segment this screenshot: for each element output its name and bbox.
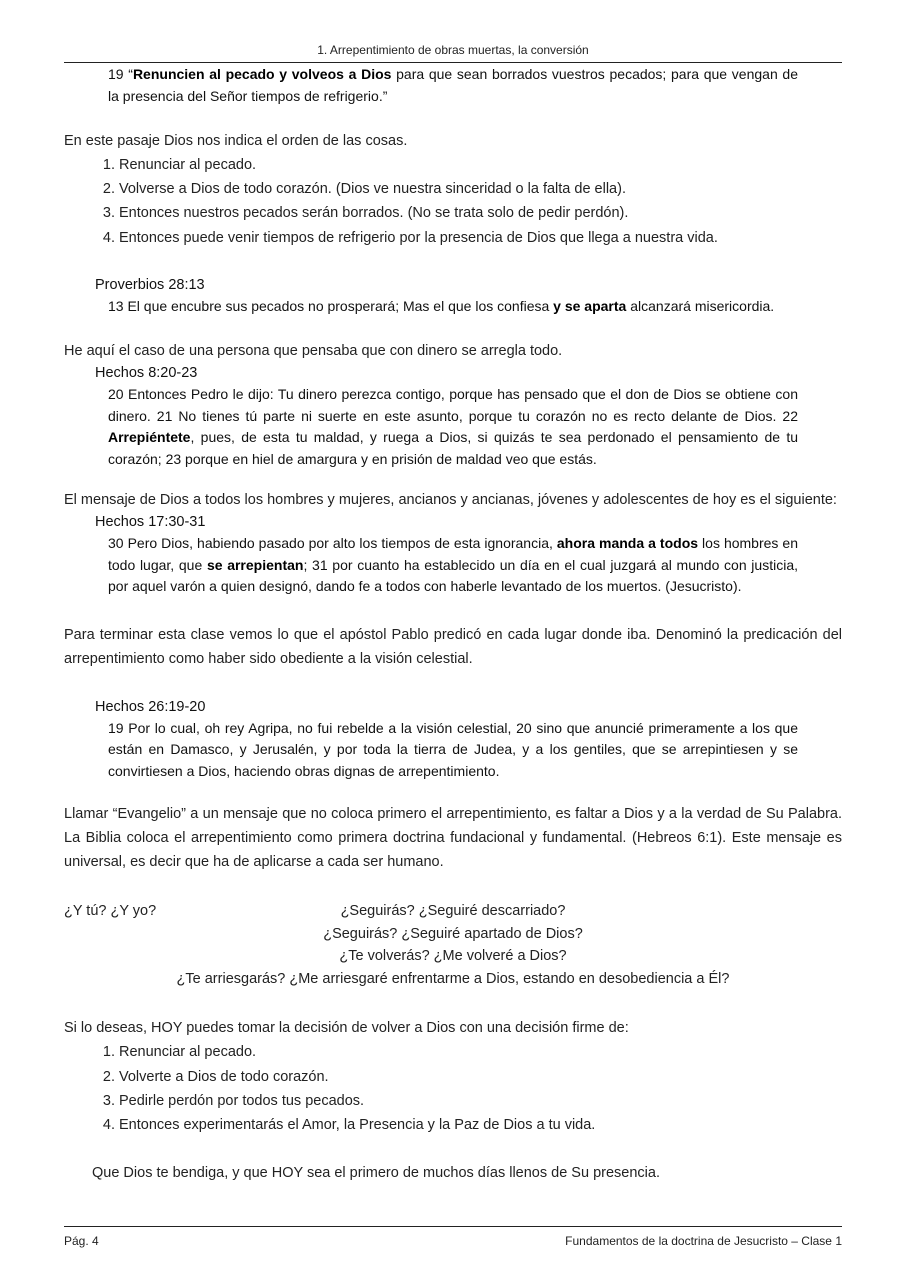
- evangelio-paragraph: Llamar “Evangelio” a un mensaje que no coloca primero el arrepentimiento, es faltar a Dios y a la verdad de Su Palabra. La Biblia coloca el arrepentimiento como primera doctrina fundacional y fundamental. (Hebreos 6:1). Este mensaje es universal, es decir que ha de aplicarse a cada ser humano.: [64, 806, 842, 871]
- verse-bold: Arrepiéntete: [108, 429, 191, 446]
- verse-text: 13 El que encubre sus pecados no prosperará; Mas el que los confiesa: [108, 297, 554, 314]
- list-item: 4. Entonces puede venir tiempos de refrigerio por la presencia de Dios que llega a nuestra vida.: [119, 226, 842, 250]
- verse-text: , pues, de esta tu maldad, y ruega a Dios, si quizás te sea perdonado el pensamiento de tu corazón; 23 porque en hiel de amargura y en prisión de maldad veo que estás.: [108, 429, 798, 467]
- question-line: ¿Te volverás? ¿Me volveré a Dios?: [339, 948, 567, 965]
- pablo-paragraph: Para terminar esta clase vemos lo que el apóstol Pablo predicó en cada lugar donde iba. Denominó la predicación del arrepentimiento como haber sido obediente a la visión celestial.: [64, 626, 842, 667]
- header-title: 1. Arrepentimiento de obras muertas, la conversión: [317, 43, 589, 57]
- question-line: ¿Seguirás? ¿Seguiré descarriado?: [340, 903, 566, 920]
- verse-text: los hombres en todo lugar, que: [108, 535, 798, 573]
- decision-paragraph: Si lo deseas, HOY puedes tomar la decisión de volver a Dios con una decisión firme de:: [64, 1020, 629, 1037]
- verse-note: (Jesucristo).: [661, 578, 742, 595]
- message-paragraph: El mensaje de Dios a todos los hombres y mujeres, ancianos y ancianas, jóvenes y adolescentes de hoy es el siguiente:: [64, 492, 837, 509]
- question-line: ¿Seguirás? ¿Seguiré apartado de Dios?: [323, 925, 583, 942]
- verse-number: 19 “: [108, 66, 133, 82]
- verse-hechos-26: 19 Por lo cual, oh rey Agripa, no fui rebelde a la visión celestial, 20 sino que anuncié primeramente a los que están en Damasco, y Jerusalén, y por toda la tierra de Judea, y a los gentiles, que se arrepintiesen y se convirtiesen a Dios, haciendo obras dignas de arrepentimiento.: [108, 719, 798, 779]
- list-item: 1. Renunciar al pecado.: [119, 1040, 842, 1064]
- list-item: 3. Entonces nuestros pecados serán borrados. (No se trata solo de pedir perdón).: [119, 201, 842, 225]
- page-footer: [64, 1226, 842, 1248]
- verse-bold: y se aparta: [553, 297, 627, 314]
- reference-hechos-8: Hechos 8:20-23: [95, 365, 198, 382]
- question-line: ¿Te arriesgarás? ¿Me arriesgaré enfrentarme a Dios, estando en desobediencia a Él?: [176, 970, 730, 987]
- list-item: 3. Pedirle perdón por todos tus pecados.: [119, 1089, 842, 1113]
- list-item: 2. Volverte a Dios de todo corazón.: [119, 1065, 842, 1089]
- intro-paragraph: En este pasaje Dios nos indica el orden de las cosas.: [64, 133, 408, 149]
- page-header: [64, 42, 842, 63]
- decision-list: [64, 1040, 842, 1137]
- closing-line: Que Dios te bendiga, y que HOY sea el primero de muchos días llenos de Su presencia.: [92, 1165, 660, 1182]
- verse-hechos-3-19: [108, 64, 798, 107]
- page-number: Pág. 4: [64, 1234, 99, 1248]
- verse-hechos-17: [108, 533, 798, 598]
- money-paragraph: He aquí el caso de una persona que pensaba que con dinero se arregla todo.: [64, 343, 563, 360]
- reference-hechos-17: Hechos 17:30-31: [95, 514, 206, 531]
- verse-text: 20 Entonces Pedro le dijo: Tu dinero perezca contigo, porque has pensado que el don de Dios se obtiene con dinero. 21 No tienes tú parte ni suerte en este asunto, porque tu corazón no es recto delante de Dios. 22: [108, 386, 798, 424]
- question-left: ¿Y tú? ¿Y yo?: [64, 903, 157, 920]
- verse-bold: Renuncien al pecado y volveos a Dios: [132, 66, 392, 82]
- reference-proverbios: Proverbios 28:13: [95, 276, 205, 293]
- questions-block: [64, 900, 842, 990]
- page-content: [64, 62, 842, 1185]
- verse-bold: ahora manda a todos: [556, 535, 699, 552]
- verse-text: 30 Pero Dios, habiendo pasado por alto los tiempos de esta ignorancia,: [108, 535, 557, 552]
- verse-text: alcanzará misericordia.: [626, 297, 775, 314]
- list-item: 1. Renunciar al pecado.: [119, 153, 842, 177]
- verse-proverbios: [108, 296, 798, 318]
- list-item: 4. Entonces experimentarás el Amor, la Presencia y la Paz de Dios a tu vida.: [119, 1113, 842, 1137]
- verse-bold: se arrepientan: [206, 556, 304, 573]
- verse-hechos-8: [108, 384, 798, 470]
- list-item: 2. Volverse a Dios de todo corazón. (Dios ve nuestra sinceridad o la falta de ella).: [119, 177, 842, 201]
- course-title: Fundamentos de la doctrina de Jesucristo – Clase 1: [565, 1234, 842, 1248]
- reference-hechos-26: Hechos 26:19-20: [95, 698, 206, 715]
- verse-text: para que sean borrados vuestros pecados; para que vengan de la presencia del Señor tiempos de refrigerio.”: [108, 66, 798, 104]
- order-list: [64, 153, 842, 250]
- verse-text: ; 31 por cuanto ha establecido un día en el cual juzgará al mundo con justicia, por aquel varón a quien designó, dando fe a todos con haberle levantado de los muertos.: [108, 556, 798, 595]
